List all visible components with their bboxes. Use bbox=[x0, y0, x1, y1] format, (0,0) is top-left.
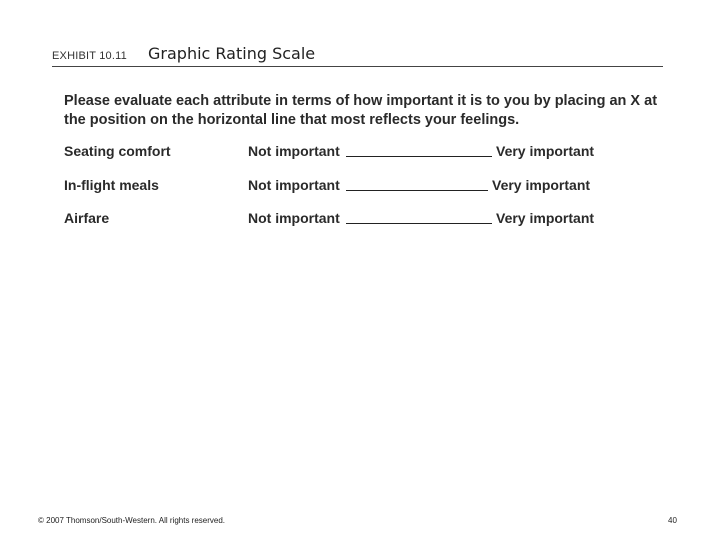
instructions-text: Please evaluate each attribute in terms of how important it is to you by placing an X at the position on the horizontal line that most reflects your feelings. bbox=[64, 93, 658, 128]
attribute-label: In-flight meals bbox=[64, 177, 159, 193]
high-anchor-label: Very important bbox=[496, 210, 595, 226]
low-anchor-label: Not important bbox=[248, 143, 340, 159]
page-number: 40 bbox=[668, 516, 677, 525]
rating-line[interactable] bbox=[346, 223, 492, 224]
exhibit-label: EXHIBIT 10.11 bbox=[52, 50, 127, 62]
title-divider bbox=[52, 66, 663, 67]
high-anchor-label: Very important bbox=[496, 143, 595, 159]
low-anchor-label: Not important bbox=[248, 210, 340, 226]
rating-line[interactable] bbox=[346, 190, 488, 191]
high-anchor-label: Very important bbox=[492, 177, 591, 193]
copyright-footer: © 2007 Thomson/South-Western. All rights reserved. bbox=[38, 516, 226, 525]
page-title: Graphic Rating Scale bbox=[148, 44, 316, 63]
attribute-label: Airfare bbox=[64, 210, 110, 226]
attribute-label: Seating comfort bbox=[64, 143, 171, 159]
rating-line[interactable] bbox=[346, 156, 492, 157]
low-anchor-label: Not important bbox=[248, 177, 340, 193]
